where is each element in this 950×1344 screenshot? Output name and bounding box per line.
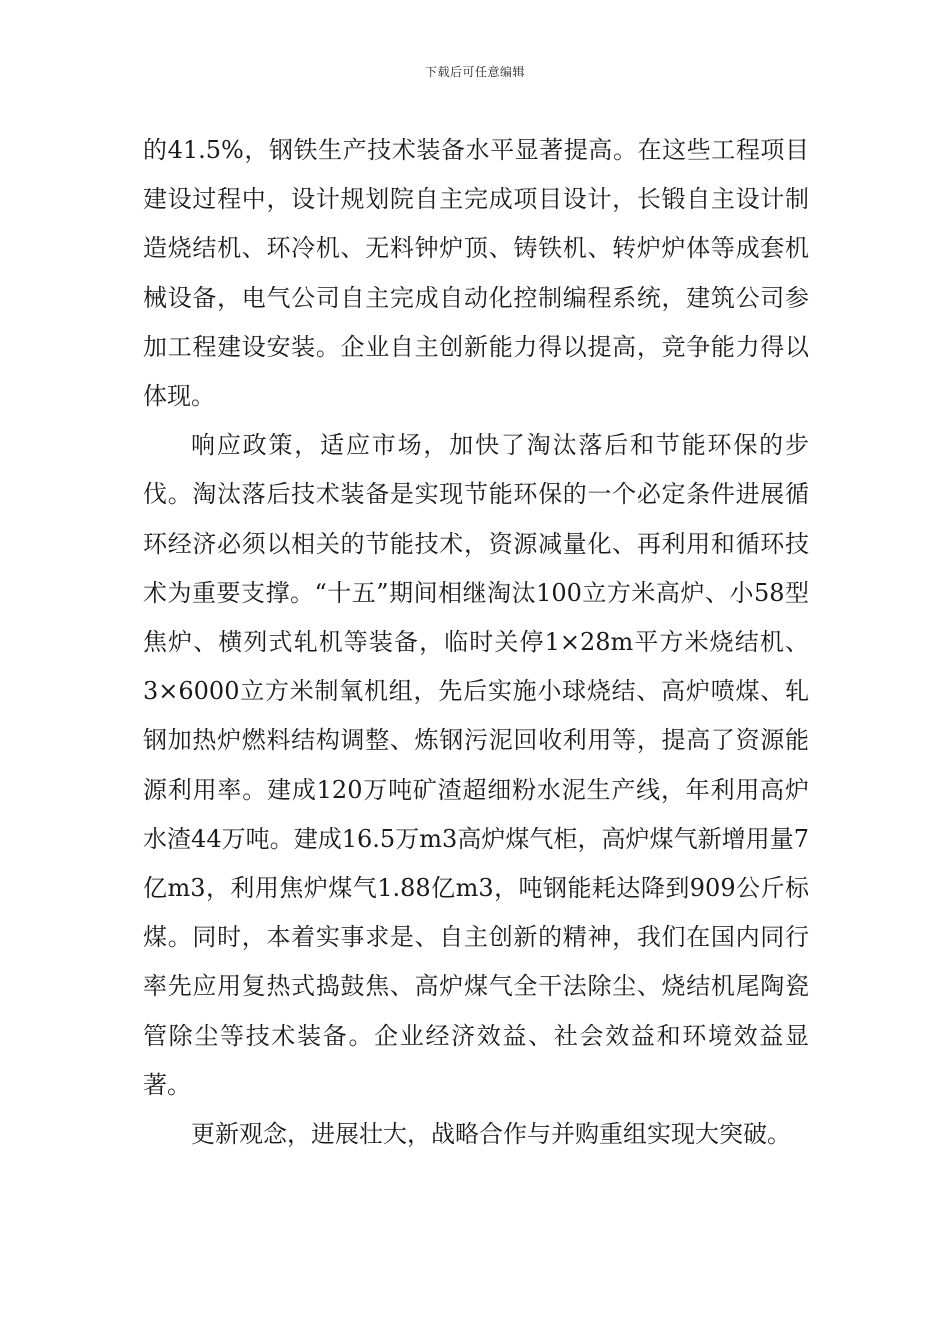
paragraph-energy-saving: 响应政策，适应市场，加快了淘汰落后和节能环保的步伐。淘汰落后技术装备是实现节能环保的一个必定条件进展循环经济必须以相关的节能技术，资源减量化、再利用和循环技术为重要支撑。“十五”期间相继淘汰100立方米高炉、小58型焦炉、横列式轧机等装备，临时关停1×28m平方米烧结机、3×6000立方米制氧机组，先后实施小球烧结、高炉喷煤、轧钢加热炉燃料结构调整、炼钢污泥回收利用等，提高了资源能源利用率。建成120万吨矿渣超细粉水泥生产线，年利用高炉水渣44万吨。建成16.5万m3高炉煤气柜，高炉煤气新增用量7亿m3，利用焦炉煤气1.88亿m3，吨钢能耗达降到909公斤标煤。同时，本着实事求是、自主创新的精神，我们在国内同行率先应用复热式捣鼓焦、高炉煤气全干法除尘、烧结机尾陶瓷管除尘等技术装备。企业经济效益、社会效益和环境效益显著。 bbox=[143, 431, 809, 1099]
paragraph-strategic-cooperation: 更新观念，进展壮大，战略合作与并购重组实现大突破。 bbox=[191, 1120, 791, 1149]
page-header: 下载后可任意编辑 bbox=[424, 65, 525, 79]
paragraph-equipment-level: 的41.5%，钢铁生产技术装备水平显著提高。在这些工程项目建设过程中，设计规划院自主完成项目设计，长锻自主设计制造烧结机、环冷机、无料钟炉顶、铸铁机、转炉炉体等成套机械设备，电气公司自主完成自动化控制编程系统，建筑公司参加工程建设安装。企业自主创新能力得以提高，竞争能力得以体现。 bbox=[143, 136, 809, 411]
document-body bbox=[143, 126, 809, 1159]
